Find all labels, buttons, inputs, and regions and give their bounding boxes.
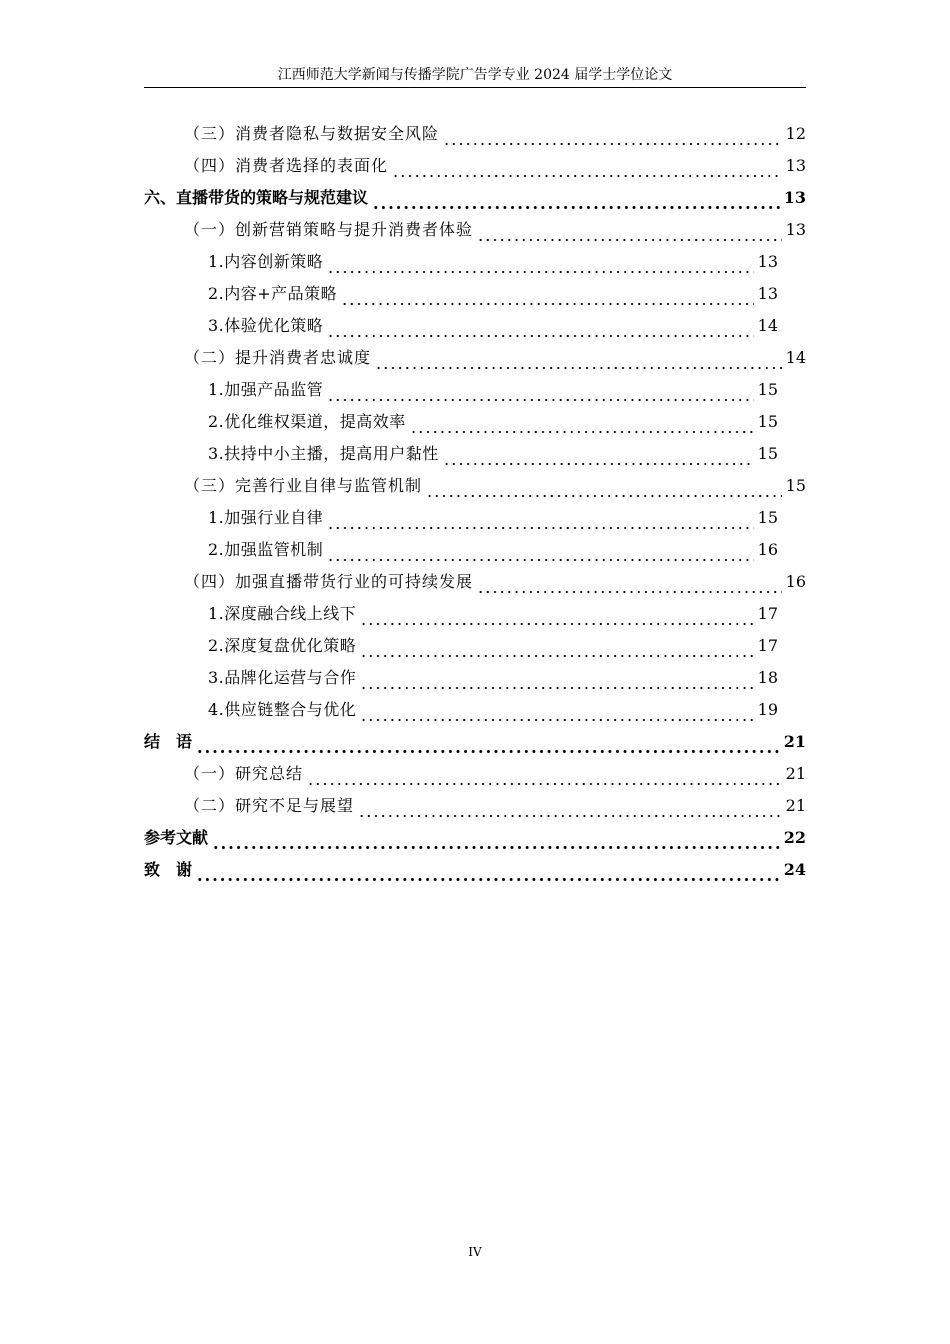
toc-entry-title: 2.深度复盘优化策略: [208, 636, 357, 655]
toc-subentry[interactable]: [0, 278, 778, 310]
toc-entry-title: 4.供应链整合与优化: [208, 700, 357, 719]
toc-entry-page: 13: [783, 188, 806, 207]
toc-subentry[interactable]: [0, 406, 778, 438]
toc-entry-page: 19: [757, 700, 778, 719]
toc-entry-page: 16: [785, 572, 806, 591]
page-header: 江西师范大学新闻与传播学院广告学专业 2024 届学士学位论文: [277, 67, 673, 83]
toc-entry-title: （二）研究不足与展望: [184, 796, 355, 815]
toc-subentry[interactable]: [0, 438, 778, 470]
toc-leader-dots: [477, 578, 782, 594]
toc-entry-page: 16: [757, 540, 778, 559]
toc-subentry[interactable]: [0, 502, 778, 534]
toc-leader-dots: [477, 226, 782, 242]
toc-entry-page: 13: [757, 252, 778, 271]
toc-chapter-entry[interactable]: [0, 822, 806, 854]
toc-entry-page: 15: [757, 444, 778, 463]
toc-entry-title: 2.内容+产品策略: [208, 284, 338, 303]
toc-entry-title: 1.加强产品监管: [208, 380, 324, 399]
toc-entry-page: 17: [757, 636, 778, 655]
toc-leader-dots: [196, 738, 780, 754]
toc-subentry[interactable]: [0, 630, 778, 662]
toc-subentry[interactable]: [0, 246, 778, 278]
toc-entry-page: 15: [757, 508, 778, 527]
toc-subentry[interactable]: [0, 374, 778, 406]
toc-subentry[interactable]: [0, 534, 778, 566]
toc-leader-dots: [327, 386, 753, 402]
toc-entry-page: 21: [785, 796, 806, 815]
toc-chapter-entry[interactable]: [0, 854, 806, 886]
toc-leader-dots: [443, 450, 754, 466]
toc-leader-dots: [426, 482, 782, 498]
toc-entry-page: 13: [785, 220, 806, 239]
toc-leader-dots: [443, 130, 782, 146]
toc-leader-dots: [410, 418, 754, 434]
toc-leader-dots: [360, 610, 753, 626]
toc-entry-title: 1.加强行业自律: [208, 508, 324, 527]
toc-leader-dots: [360, 642, 753, 658]
toc-entry-page: 18: [757, 668, 778, 687]
toc-entry-page: 22: [783, 828, 806, 847]
toc-leader-dots: [327, 258, 753, 274]
toc-leader-dots: [327, 322, 753, 338]
toc-entry-page: 14: [785, 348, 806, 367]
toc-entry-page: 15: [785, 476, 806, 495]
toc-entry-title: 3.体验优化策略: [208, 316, 324, 335]
toc-entry[interactable]: [0, 214, 806, 246]
toc-entry-title: 致 谢: [144, 860, 193, 879]
toc-subentry[interactable]: [0, 694, 778, 726]
toc-entry-page: 13: [785, 156, 806, 175]
toc-entry[interactable]: [0, 118, 806, 150]
toc-entry[interactable]: [0, 470, 806, 502]
toc-leader-dots: [307, 770, 782, 786]
toc-leader-dots: [196, 866, 780, 882]
toc-entry-page: 21: [785, 764, 806, 783]
toc-entry-title: 结 语: [144, 732, 193, 751]
toc-entry-title: （四）消费者选择的表面化: [184, 156, 389, 175]
toc-subentry[interactable]: [0, 598, 778, 630]
toc-entry[interactable]: [0, 342, 806, 374]
toc-entry-page: 15: [757, 380, 778, 399]
toc-entry-title: 2.加强监管机制: [208, 540, 324, 559]
toc-leader-dots: [327, 546, 753, 562]
toc-entry-title: 1.内容创新策略: [208, 252, 324, 271]
toc-chapter-entry[interactable]: [0, 182, 806, 214]
toc-leader-dots: [360, 706, 753, 722]
toc-leader-dots: [375, 354, 782, 370]
toc-entry-title: 参考文献: [144, 828, 209, 847]
toc-entry[interactable]: [0, 790, 806, 822]
toc-entry-title: （二）提升消费者忠诚度: [184, 348, 372, 367]
toc-entry-title: 2.优化维权渠道，提高效率: [208, 412, 406, 431]
toc-entry-title: （三）消费者隐私与数据安全风险: [184, 124, 440, 143]
toc-leader-dots: [372, 194, 780, 210]
toc-entry-title: 1.深度融合线上线下: [208, 604, 357, 623]
toc-entry-title: 六、直播带货的策略与规范建议: [144, 188, 369, 207]
toc-entry[interactable]: [0, 150, 806, 182]
table-of-contents: [0, 118, 950, 886]
toc-entry-page: 15: [757, 412, 778, 431]
toc-entry-page: 21: [783, 732, 806, 751]
toc-leader-dots: [392, 162, 782, 178]
toc-leader-dots: [360, 674, 753, 690]
toc-entry[interactable]: [0, 758, 806, 790]
toc-chapter-entry[interactable]: [0, 726, 806, 758]
page-number: IV: [468, 1245, 482, 1259]
toc-leader-dots: [341, 290, 753, 306]
toc-entry-title: （三）完善行业自律与监管机制: [184, 476, 423, 495]
toc-subentry[interactable]: [0, 310, 778, 342]
toc-leader-dots: [327, 514, 753, 530]
toc-entry-page: 12: [785, 124, 806, 143]
toc-entry-page: 24: [783, 860, 806, 879]
toc-entry[interactable]: [0, 566, 806, 598]
header-divider: [144, 87, 806, 88]
toc-entry-title: （一）创新营销策略与提升消费者体验: [184, 220, 474, 239]
toc-entry-title: （一）研究总结: [184, 764, 304, 783]
toc-entry-title: 3.品牌化运营与合作: [208, 668, 357, 687]
toc-entry-title: 3.扶持中小主播，提高用户黏性: [208, 444, 439, 463]
toc-entry-page: 14: [757, 316, 778, 335]
toc-subentry[interactable]: [0, 662, 778, 694]
toc-entry-page: 17: [757, 604, 778, 623]
toc-leader-dots: [212, 834, 780, 850]
toc-entry-title: （四）加强直播带货行业的可持续发展: [184, 572, 474, 591]
toc-entry-page: 13: [757, 284, 778, 303]
toc-leader-dots: [358, 802, 782, 818]
